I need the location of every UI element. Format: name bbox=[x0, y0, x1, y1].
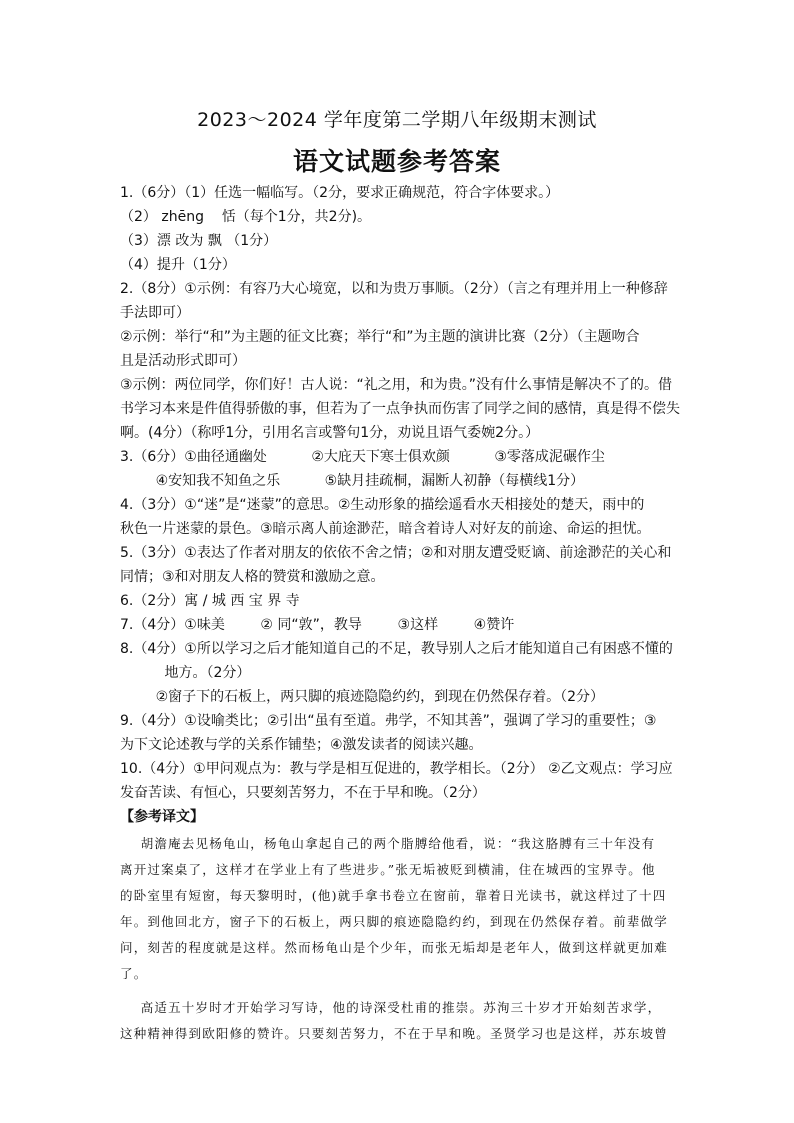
answer-heading: 语文试题参考答案 bbox=[292, 147, 501, 176]
answer-line: 10.（4分）①甲问观点为：教与学是相互促进的，教学相长。（2分） ②乙文观点：学习应 bbox=[120, 761, 673, 777]
answer-line: 啊。(4分）（称呼1分，引用名言或警句1分，劝说且语气委婉2分。） bbox=[120, 425, 540, 441]
answer-line: 3.（6分）①曲径通幽处 ②大庇天下寒士俱欢颜 ③零落成泥碾作尘 bbox=[120, 449, 605, 465]
answer-line: 8.（4分）①所以学习之后才能知道自己的不足，教导别人之后才能知道自己有困惑不懂的 bbox=[120, 641, 673, 657]
answer-line: ②示例：举行“和”为主题的征文比赛；举行“和”为主题的演讲比赛（2分）（主题吻合 bbox=[120, 329, 640, 345]
answer-line: 手法即可） bbox=[120, 305, 190, 321]
translation-line: 高适五十岁时才开始学习写诗，他的诗深受杜甫的推崇。苏洵三十岁才开始刻苦求学， bbox=[120, 1000, 662, 1015]
answer-line: 1.（6分）（1）任选一幅临写。（2分，要求正确规范，符合字体要求。） bbox=[120, 185, 560, 201]
answer-line: 同情；③和对朋友人格的赞赏和激励之意。 bbox=[120, 569, 385, 585]
translation-line: 问，刻苦的程度就是这样。然而杨龟山是个少年，而张无垢却是老年人，做到这样就更加难 bbox=[120, 940, 669, 955]
answer-line: ④安知我不知鱼之乐 ⑤缺月挂疏桐，漏断人初静（每横线1分） bbox=[120, 473, 585, 489]
answer-line: 且是活动形式即可） bbox=[120, 353, 246, 369]
answer-line: 6.（2分）寓 / 城 西 宝 界 寺 bbox=[120, 593, 300, 609]
answer-line: 秋色一片迷蒙的景色。③暗示离人前途渺茫，暗含着诗人对好友的前途、命运的担忧。 bbox=[120, 521, 651, 537]
translation-line: 离开过案桌了，这样才在学业上有了些进步。”张无垢被贬到横浦，住在城西的宝界寺。他 bbox=[120, 862, 656, 877]
translation-line: 了。 bbox=[120, 966, 148, 981]
answer-line: 5.（3分）①表达了作者对朋友的依依不舍之情；②和对朋友遭受贬谪、前途渺茫的关心和 bbox=[120, 545, 672, 561]
answer-line: 为下文论述教与学的关系作铺垫；④激发读者的阅读兴趣。 bbox=[120, 737, 483, 753]
answer-line: 书学习本来是件值得骄傲的事，但若为了一点争执而伤害了同学之间的感情，真是得不偿失 bbox=[120, 401, 680, 417]
answer-line: 发奋苦读、有恒心，只要刻苦努力，不在于早和晚。（2分） bbox=[120, 785, 486, 801]
translation-line: 胡澹庵去见杨龟山，杨龟山拿起自己的两个脂膊给他看，说：“我这胳膊有三十年没有 bbox=[120, 836, 656, 851]
answer-line: ②窗子下的石板上，两只脚的痕迹隐隐约约，到现在仍然保存着。（2分） bbox=[120, 689, 605, 705]
answer-line: 地方。（2分） bbox=[120, 665, 251, 681]
answer-line: 4.（3分）①“迷”是“迷蒙”的意思。②生动形象的描绘遥看水天相接处的楚天，雨中的 bbox=[120, 497, 645, 513]
answer-line: （2） zhēng 恬（每个1分，共2分)。 bbox=[120, 209, 372, 225]
translation-line: 的卧室里有短窗，每天黎明时，(他)就手拿书卷立在窗前，靠着日光读书，就这样过了十四 bbox=[120, 888, 667, 903]
answer-line: （4）提升（1分） bbox=[120, 257, 236, 273]
section-label: 【参考译文】 bbox=[120, 809, 204, 825]
answer-line: 9.（4分）①设喻类比；②引出“虽有至道。弗学，不知其善”，强调了学习的重要性；③ bbox=[120, 713, 657, 729]
exam-title: 2023～2024 学年度第二学期八年级期末测试 bbox=[197, 109, 597, 131]
translation-line: 年。到他回北方，窗子下的石板上，两只脚的痕迹隐隐约约，到现在仍然保存着。前辈做学 bbox=[120, 914, 669, 929]
answer-line: ③示例：两位同学，你们好！古人说：“礼之用，和为贵。”没有什么事情是解决不了的。借 bbox=[120, 377, 673, 393]
answer-line: 2.（8分）①示例：有容乃大心境宽，以和为贵万事顺。（2分）（言之有理并用上一种修辞 bbox=[120, 281, 668, 297]
translation-line: 这种精神得到欧阳修的赞许。只要刻苦努力，不在于早和晚。圣贤学习也是这样，苏东坡曾 bbox=[120, 1026, 669, 1041]
answer-line: （3）漂 改为 飘 （1分） bbox=[120, 233, 278, 249]
answer-line: 7.（4分）①味美 ② 同“敦”，教导 ③这样 ④赞许 bbox=[120, 617, 515, 633]
